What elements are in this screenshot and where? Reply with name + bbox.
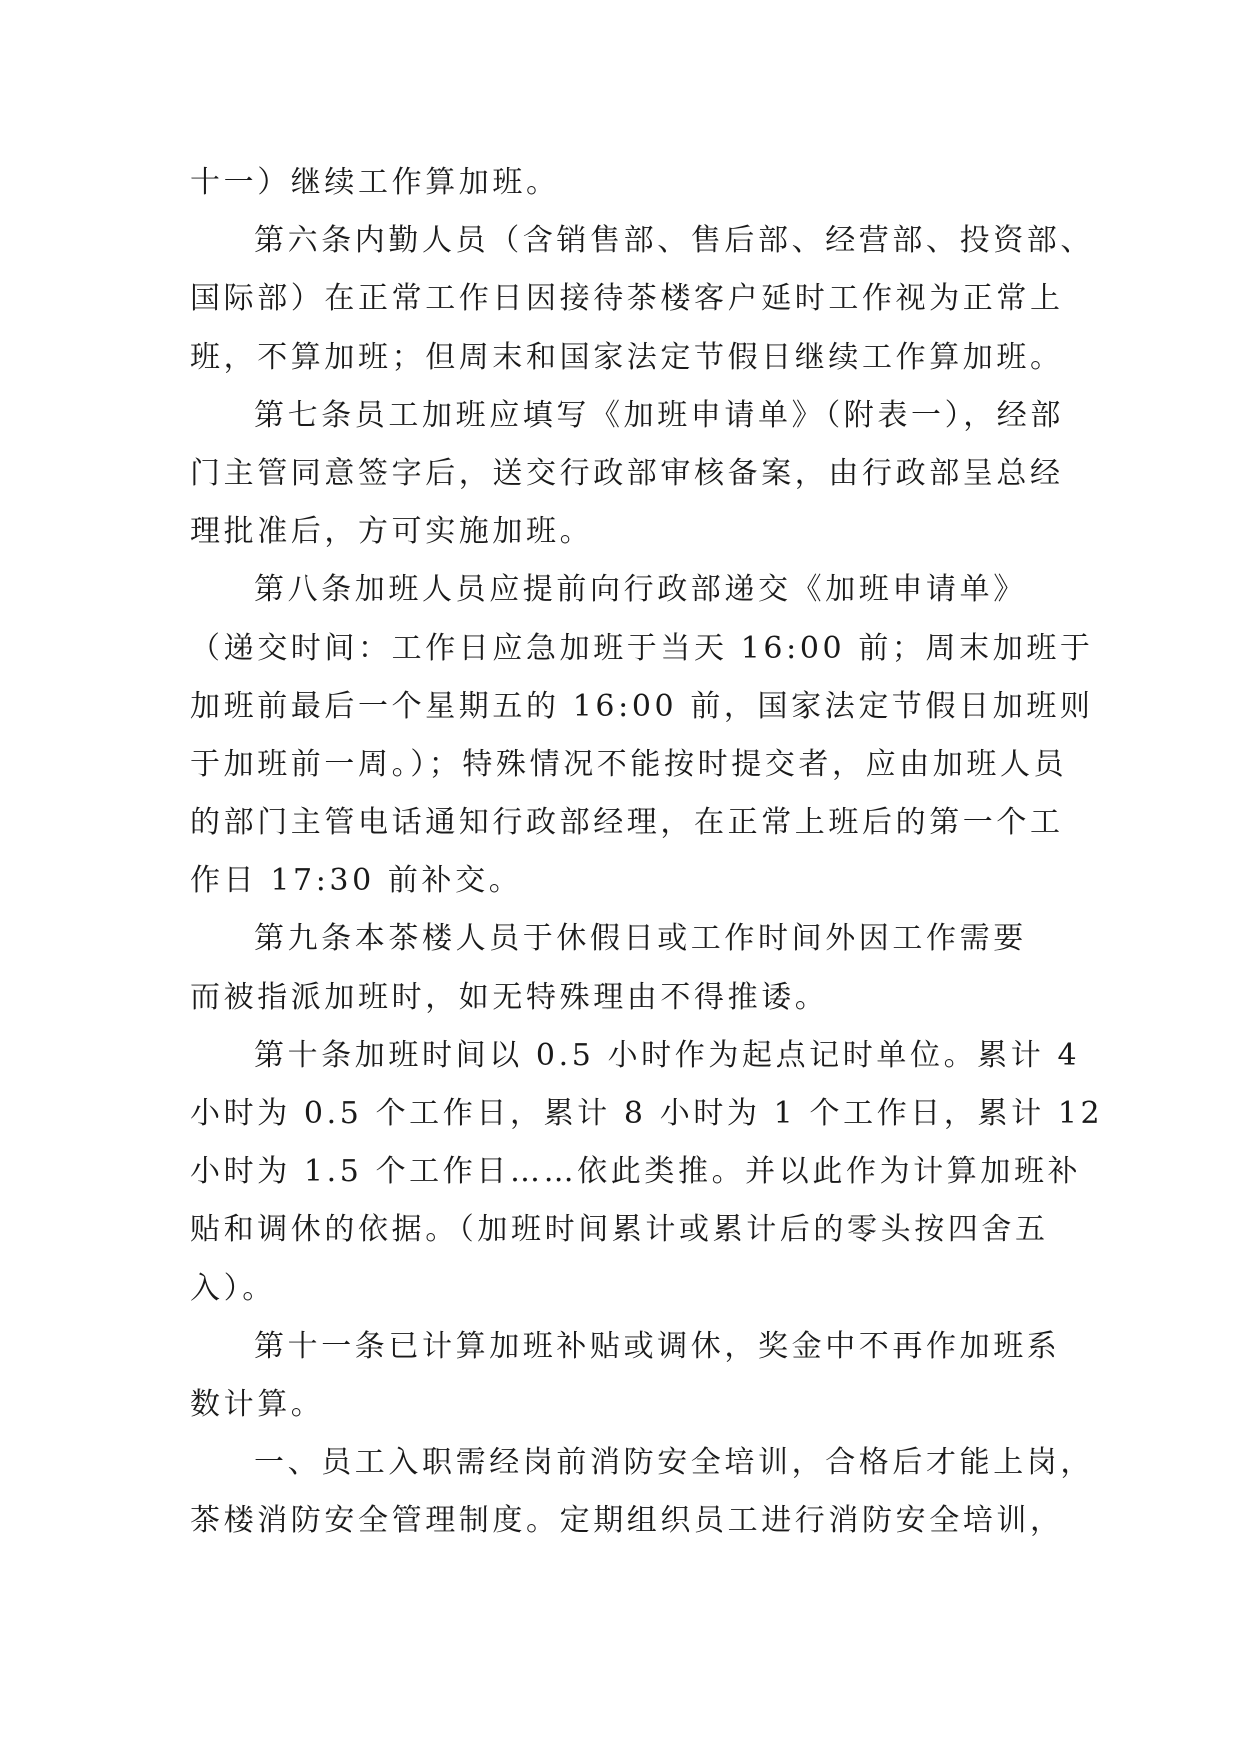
text-line: 第九条本茶楼人员于休假日或工作时间外因工作需要 — [254, 921, 1027, 957]
text-line: 第八条加班人员应提前向行政部递交《加班申请单》 — [254, 572, 1027, 608]
text-line: 国际部）在正常工作日因接待茶楼客户延时工作视为正常上 — [190, 281, 1064, 317]
text-line: 理批准后，方可实施加班。 — [190, 514, 594, 550]
text-line: 贴和调休的依据。（加班时间累计或累计后的零头按四舍五 — [190, 1212, 1049, 1248]
document-body — [190, 154, 1104, 1551]
text-line: 一、员工入职需经岗前消防安全培训，合格后才能上岗， — [254, 1445, 1094, 1481]
text-line: 而被指派加班时，如无特殊理由不得推诿。 — [190, 979, 829, 1015]
text-line: 十一）继续工作算加班。 — [190, 165, 560, 200]
text-line: 数计算。 — [190, 1386, 325, 1422]
text-line: （递交时间：工作日应急加班于当天 16:00 前；周末加班于 — [190, 630, 1094, 666]
text-line: 第六条内勤人员（含销售部、售后部、经营部、投资部、 — [254, 223, 1094, 259]
text-line: 第七条员工加班应填写《加班申请单》（附表一），经部 — [254, 397, 1064, 433]
text-line: 小时为 1.5 个工作日……依此类推。并以此作为计算加班补 — [190, 1154, 1082, 1190]
text-line: 第十一条已计算加班补贴或调休，奖金中不再作加班系 — [254, 1328, 1061, 1364]
text-line: 作日 17:30 前补交。 — [190, 863, 523, 899]
text-line: 门主管同意签字后，送交行政部审核备案，由行政部呈总经 — [190, 455, 1064, 491]
text-line: 于加班前一周。）；特殊情况不能按时提交者，应由加班人员 — [190, 746, 1068, 782]
text-line: 加班前最后一个星期五的 16:00 前，国家法定节假日加班则 — [190, 688, 1094, 724]
text-line: 班，不算加班；但周末和国家法定节假日继续工作算加班。 — [190, 339, 1064, 375]
text-line: 茶楼消防安全管理制度。定期组织员工进行消防安全培训， — [190, 1503, 1064, 1539]
text-line: 小时为 0.5 个工作日，累计 8 小时为 1 个工作日，累计 12 — [190, 1096, 1104, 1131]
text-line: 的部门主管电话通知行政部经理，在正常上班后的第一个工 — [190, 805, 1064, 841]
text-line: 第十条加班时间以 0.5 小时作为起点记时单位。累计 4 — [254, 1037, 1081, 1073]
text-line: 入）。 — [190, 1270, 276, 1306]
